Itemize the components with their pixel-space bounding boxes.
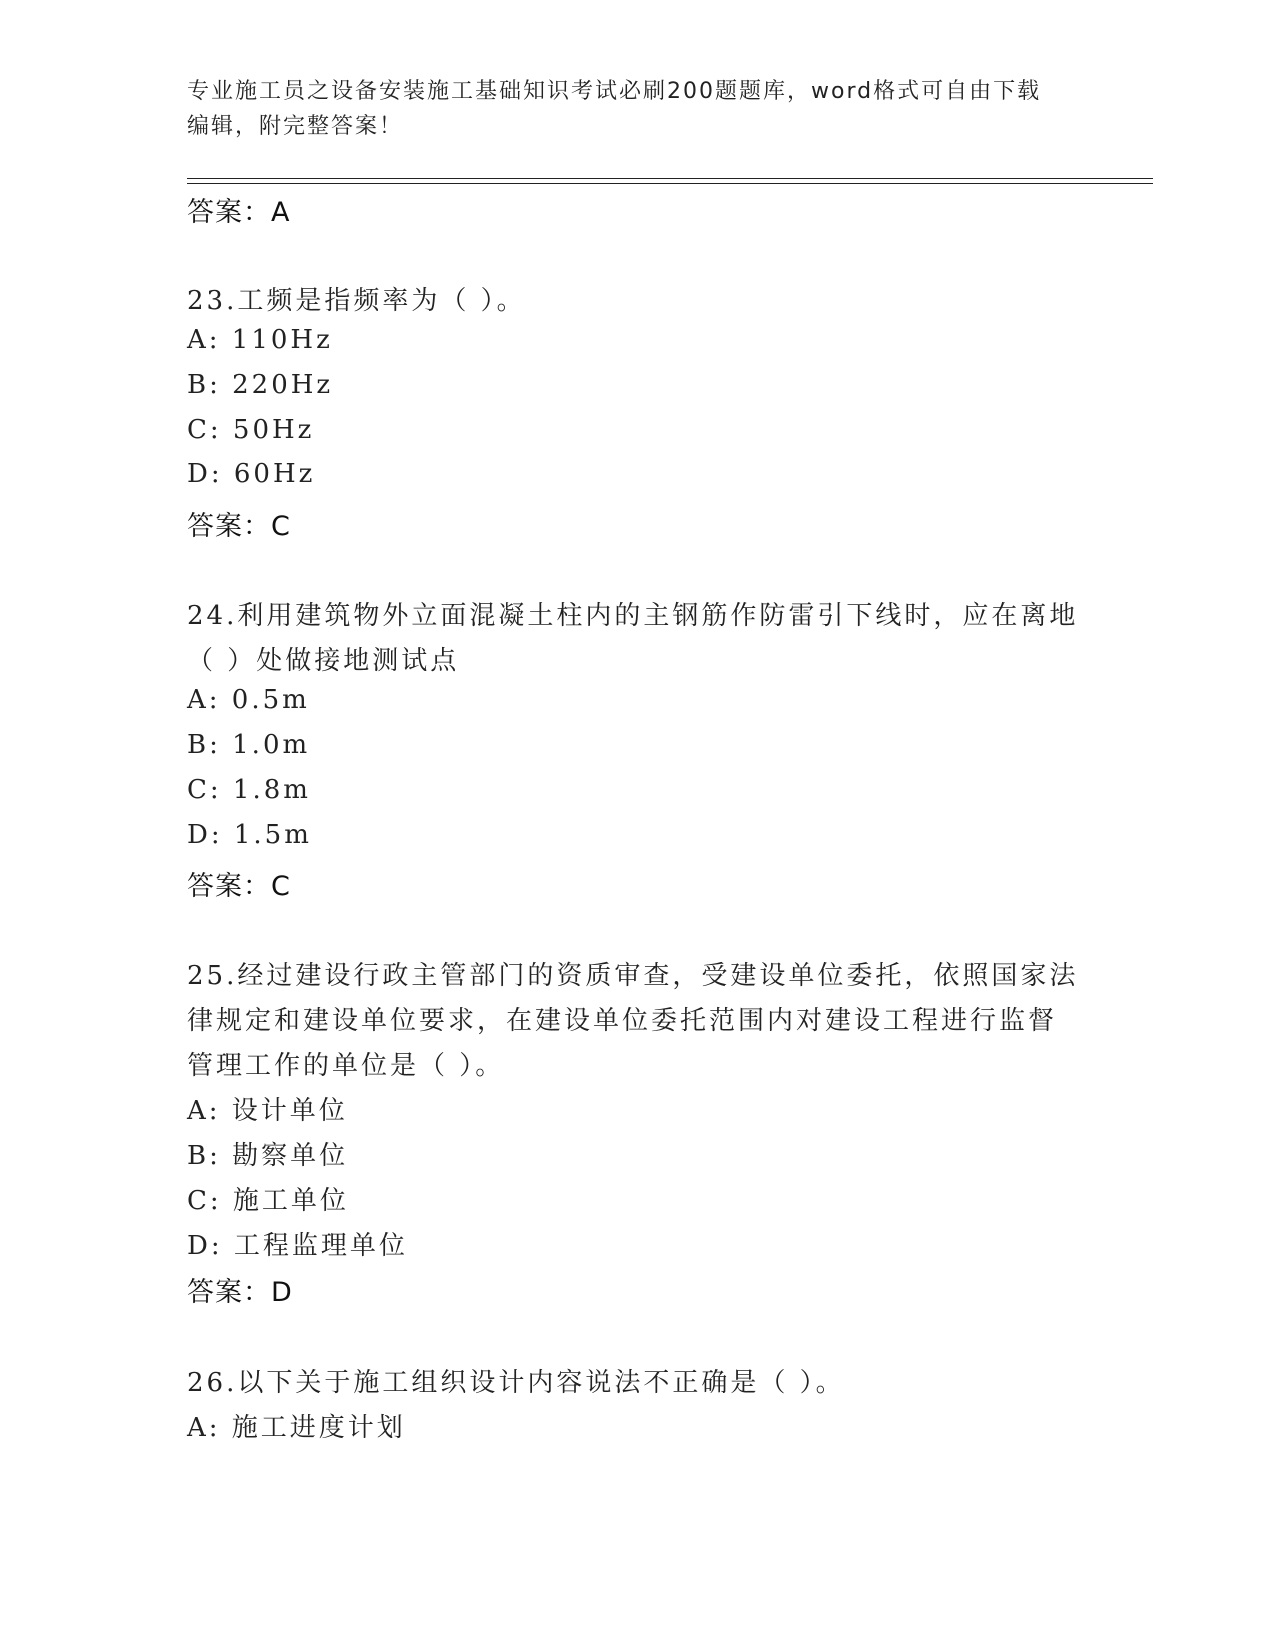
question-25-stem-line-1: 25.经过建设行政主管部门的资质审查，受建设单位委托，依照国家法 [187, 961, 1079, 991]
question-23-option-a: A: 110Hz [187, 325, 333, 355]
question-24-option-c: C: 1.8m [187, 775, 311, 805]
question-25-option-d: D: 工程监理单位 [187, 1231, 408, 1261]
answer-22: 答案：A [187, 197, 291, 228]
question-24-stem-line-2: （ ）处做接地测试点 [187, 646, 460, 676]
question-24-option-d: D: 1.5m [187, 820, 312, 850]
document-header [187, 74, 1087, 144]
header-line-2: 编辑，附完整答案！ [187, 114, 404, 139]
question-25-option-b: B: 勘察单位 [187, 1141, 349, 1171]
question-26-option-a: A: 施工进度计划 [187, 1413, 406, 1443]
header-rule-bottom [187, 183, 1153, 184]
answer-24: 答案：C [187, 871, 291, 902]
header-line-1: 专业施工员之设备安装施工基础知识考试必刷200题题库，word格式可自由下载 [187, 79, 1042, 104]
question-23-option-b: B: 220Hz [187, 370, 334, 400]
question-25-option-a: A: 设计单位 [187, 1096, 348, 1126]
question-24-option-b: B: 1.0m [187, 730, 311, 760]
question-26-stem: 26.以下关于施工组织设计内容说法不正确是（ ）。 [187, 1368, 845, 1398]
question-25-stem-line-3: 管理工作的单位是（ ）。 [187, 1051, 505, 1081]
question-23-option-c: C: 50Hz [187, 415, 315, 445]
question-24-stem-line-1: 24.利用建筑物外立面混凝土柱内的主钢筋作防雷引下线时，应在离地 [187, 601, 1079, 631]
question-25-stem-line-2: 律规定和建设单位要求，在建设单位委托范围内对建设工程进行监督 [187, 1006, 1058, 1036]
question-24-option-a: A: 0.5m [187, 685, 310, 715]
header-rule-top [187, 178, 1153, 179]
question-23-stem: 23.工频是指频率为（ ）。 [187, 286, 526, 316]
answer-25: 答案：D [187, 1277, 293, 1308]
question-23-option-d: D: 60Hz [187, 459, 316, 489]
question-25-option-c: C: 施工单位 [187, 1186, 349, 1216]
answer-23: 答案：C [187, 511, 291, 542]
